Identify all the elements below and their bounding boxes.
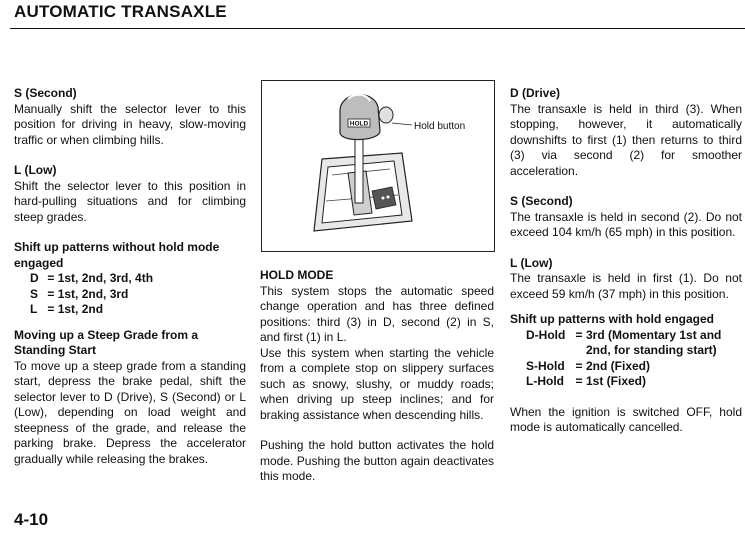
page-number: 4-10: [14, 510, 49, 529]
l-low-text: Shift the selector lever to this position in hard-pulling situations and for climbing steep grades.: [14, 178, 246, 224]
right-column: [510, 86, 742, 436]
s-second-hold-text: The transaxle is held in second (2). Do not exceed 104 km/h (65 mph) in this position.: [510, 209, 742, 239]
hold-pattern-key: D-Hold: [526, 327, 566, 342]
pattern-value: 1st, 2nd, 3rd: [57, 286, 129, 301]
hold-mode-usage-text: Use this system when starting the vehicle from a complete stop on slippery surfaces such as snowy, slushy, or muddy roads; when driving up steep inclines; and for braking assistance when descending hills.: [260, 345, 494, 422]
hold-pattern-value: 3rd (Momentary 1st and 2nd, for standing start): [586, 327, 722, 357]
l-low-hold-text: The transaxle is held in first (1). Do not exceed 59 km/h (37 mph) in this position.: [510, 271, 742, 301]
pattern-key: L: [30, 302, 38, 316]
hold-pattern-eq: =: [575, 358, 583, 373]
s-second-text: Manually shift the selector lever to this position for driving in heavy, slow-moving traffic or when climbing hills.: [14, 101, 246, 147]
hold-pattern-eq: =: [575, 374, 583, 388]
hold-pattern-row: [510, 328, 742, 359]
hold-pattern-eq: =: [575, 327, 583, 342]
pattern-key: D: [30, 271, 39, 285]
title-rule: [10, 28, 745, 29]
hold-button-label: Hold button: [414, 121, 466, 132]
s-second-heading: S (Second): [14, 86, 77, 100]
hold-mode-heading: HOLD MODE: [260, 268, 334, 282]
hold-button-text: Pushing the hold button activates the hold mode. Pushing the button again deactivates this mode.: [260, 438, 494, 483]
hold-pattern-key: S-Hold: [526, 358, 565, 373]
d-drive-heading: D (Drive): [510, 86, 561, 100]
ignition-text: When the ignition is switched OFF, hold mode is automatically cancelled.: [510, 404, 742, 434]
hold-patterns-heading: Shift up patterns with hold engaged: [510, 312, 714, 326]
hold-pattern-key: L-Hold: [526, 374, 564, 388]
l-low-hold-heading: L (Low): [510, 255, 553, 270]
hold-pattern-row: [510, 374, 742, 390]
knob-hold-label: HOLD: [349, 120, 369, 128]
l-low-heading: L (Low): [14, 163, 57, 177]
d-drive-text: The transaxle is held in third (3). When stopping, however, it automatically downshifts to first (1) then returns to third (3) via second (2) for smoother acceleration.: [510, 101, 742, 178]
shift-patterns-heading: Shift up patterns without hold mode engaged: [14, 240, 220, 270]
middle-column: [260, 268, 494, 485]
pattern-value: 1st, 2nd, 3rd, 4th: [57, 271, 154, 285]
pattern-value: 1st, 2nd: [57, 302, 104, 316]
steep-grade-text: To move up a steep grade from a standing start, depress the brake pedal, shift the selector lever to D (Drive), S (Second) or L (Low), depending on load weight and steepness of the grade, and release the parking brake. Depress the accelerator gradually while releasing the brakes.: [14, 358, 246, 466]
shift-lever-figure: [261, 80, 495, 252]
pattern-eq: =: [47, 271, 55, 285]
pattern-eq: =: [47, 302, 55, 316]
hold-pattern-value: 2nd (Fixed): [586, 358, 651, 373]
hold-mode-text: This system stops the automatic speed change operation and has three defined positions: third (3) in D, second (2) in S, and first (1) in L.: [260, 283, 494, 344]
hold-pattern-row: [510, 359, 742, 375]
shift-pattern-row: [14, 271, 246, 287]
shift-pattern-row: [14, 302, 246, 318]
s-second-hold-heading: S (Second): [510, 194, 573, 208]
steep-grade-heading: Moving up a Steep Grade from a Standing Start: [14, 327, 199, 357]
left-column: [14, 86, 246, 467]
page-title: AUTOMATIC TRANSAXLE: [14, 2, 227, 21]
shift-pattern-row: [14, 287, 246, 303]
shift-lever-illustration: [262, 81, 494, 251]
hold-pattern-value: 1st (Fixed): [586, 374, 647, 388]
pattern-key: S: [30, 286, 39, 301]
pattern-eq: =: [47, 286, 55, 301]
